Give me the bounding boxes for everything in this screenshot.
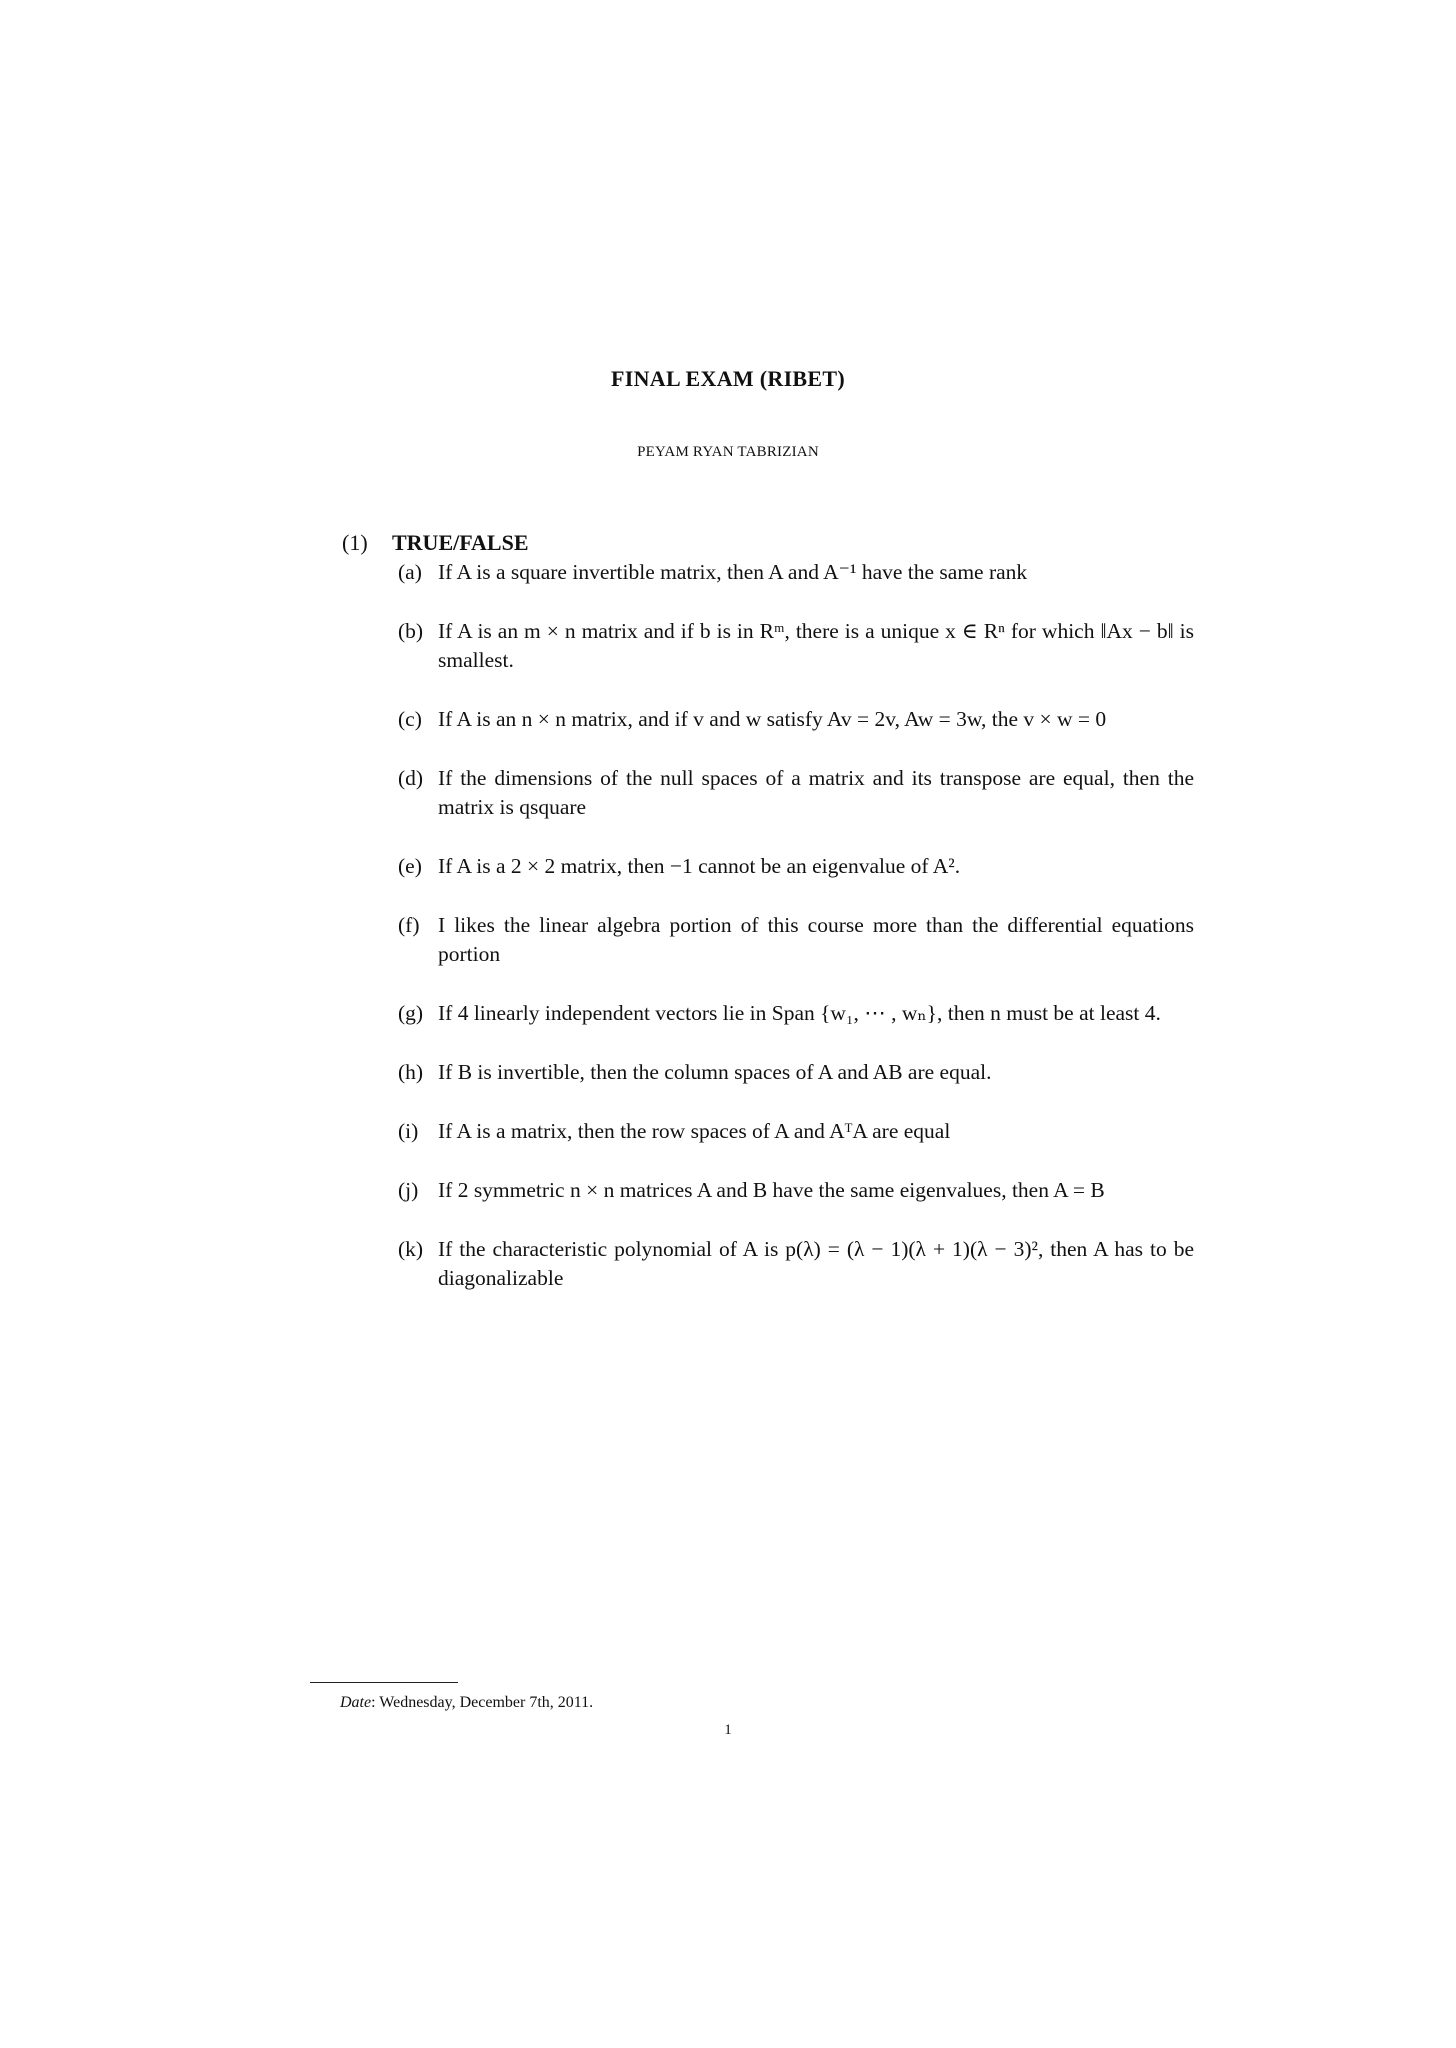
question-label: (f)	[398, 913, 420, 937]
question-label: (a)	[398, 560, 422, 584]
question-text: If A is an m × n matrix and if b is in Rᵐ, there is a unique x ∈ Rⁿ for which ‖Ax − b‖ is smallest.	[438, 619, 1194, 672]
question-item-f	[398, 911, 1194, 969]
question-label: (e)	[398, 854, 422, 878]
question-text: If A is a matrix, then the row spaces of A and AᵀA are equal	[438, 1119, 951, 1143]
question-item-e	[398, 852, 1194, 881]
question-label: (k)	[398, 1237, 424, 1261]
question-item-i	[398, 1117, 1194, 1146]
question-item-c	[398, 705, 1194, 734]
question-text: If 4 linearly independent vectors lie in Span {w₁, ⋯ , wₙ}, then n must be at least 4.	[438, 1001, 1161, 1025]
question-text: If the dimensions of the null spaces of a matrix and its transpose are equal, then the matrix is qsquare	[438, 766, 1194, 819]
section-title: TRUE/FALSE	[392, 530, 529, 555]
question-text: If A is an n × n matrix, and if v and w satisfy Av = 2v, Aw = 3w, the v × w = 0	[438, 707, 1107, 731]
question-label: (j)	[398, 1178, 419, 1202]
question-text: If A is a square invertible matrix, then A and A⁻¹ have the same rank	[438, 560, 1028, 584]
footnote-text: : Wednesday, December 7th, 2011.	[371, 1694, 594, 1711]
question-item-d	[398, 764, 1194, 822]
document-title: FINAL EXAM (RIBET)	[611, 366, 845, 391]
footnote	[340, 1694, 593, 1712]
question-label: (c)	[398, 707, 422, 731]
question-text: I likes the linear algebra portion of this course more than the differential equations portion	[438, 913, 1194, 966]
question-text: If 2 symmetric n × n matrices A and B have the same eigenvalues, then A = B	[438, 1178, 1105, 1202]
question-item-g	[398, 999, 1194, 1028]
question-label: (i)	[398, 1119, 419, 1143]
question-text: If B is invertible, then the column spaces of A and AB are equal.	[438, 1060, 992, 1084]
author-name: PEYAM RYAN TABRIZIAN	[637, 444, 819, 460]
footnote-label: Date	[340, 1694, 372, 1711]
question-label: (h)	[398, 1060, 424, 1084]
footnote-divider	[310, 1682, 458, 1683]
question-item-b	[398, 617, 1194, 675]
question-label: (g)	[398, 1001, 424, 1025]
question-item-j	[398, 1176, 1194, 1205]
section-number: (1)	[342, 530, 368, 555]
question-label: (b)	[398, 619, 424, 643]
question-item-a	[398, 558, 1194, 587]
section-heading	[342, 530, 529, 556]
question-item-h	[398, 1058, 1194, 1087]
question-text: If A is a 2 × 2 matrix, then −1 cannot be an eigenvalue of A².	[438, 854, 961, 878]
question-list	[398, 558, 1194, 1323]
question-label: (d)	[398, 766, 424, 790]
page-number: 1	[724, 1722, 732, 1738]
question-text: If the characteristic polynomial of A is p(λ) = (λ − 1)(λ + 1)(λ − 3)², then A has to be diagonalizable	[438, 1237, 1194, 1290]
question-item-k	[398, 1235, 1194, 1293]
